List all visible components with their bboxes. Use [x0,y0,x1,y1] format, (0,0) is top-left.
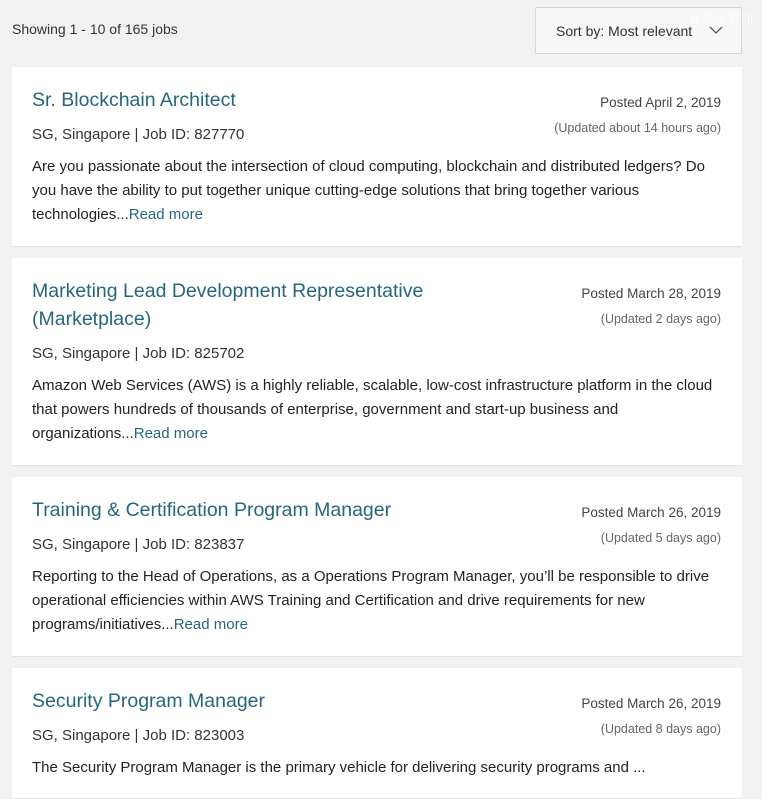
job-description-text: Are you passionate about the intersection of cloud computing, blockchain and distributed ledgers? Do you have the ability to put together unique cutting-edge solutions that bring together various technologies... [32,158,705,223]
updated-time: (Updated 8 days ago) [600,722,721,736]
job-card [12,258,742,466]
job-location-id: SG, Singapore | Job ID: 827770 [32,126,245,143]
results-toolbar [0,0,762,62]
watermark: 亚马逊新闻 [688,12,754,26]
job-card [12,668,742,799]
job-card [12,477,742,657]
job-title-link[interactable]: Training & Certification Program Manager [32,499,392,521]
job-description-text: Amazon Web Services (AWS) is a highly reliable, scalable, low-cost infrastructure platform in the cloud that powers hundreds of thousands of enterprise, government and start-up business and organizations... [32,377,713,442]
job-description [32,565,724,637]
job-description [32,155,724,227]
job-title-link[interactable]: Marketing Lead Development Representative (Marketplace) [32,280,424,330]
job-description [32,374,724,446]
posted-date: Posted March 26, 2019 [581,696,721,711]
job-card [12,67,742,247]
read-more-link[interactable]: Read more [128,206,203,223]
updated-time: (Updated 5 days ago) [600,531,721,545]
job-title-link[interactable]: Sr. Blockchain Architect [32,89,236,111]
updated-time: (Updated 2 days ago) [600,312,721,326]
job-description [32,756,724,780]
job-location-id: SG, Singapore | Job ID: 823003 [32,727,245,744]
sort-dropdown-label: Sort by: Most relevant [556,22,693,39]
job-location-id: SG, Singapore | Job ID: 825702 [32,345,245,362]
posted-date: Posted March 26, 2019 [581,505,721,520]
job-title-link[interactable]: Security Program Manager [32,690,266,712]
updated-time: (Updated about 14 hours ago) [554,121,721,135]
job-description-text: The Security Program Manager is the primary vehicle for delivering security programs and ... [32,759,646,776]
posted-date: Posted April 2, 2019 [600,95,721,110]
results-count: Showing 1 - 10 of 165 jobs [12,21,178,37]
read-more-link[interactable]: Read more [133,425,208,442]
job-location-id: SG, Singapore | Job ID: 823837 [32,536,245,553]
read-more-link[interactable]: Read more [173,616,248,633]
job-description-text: Reporting to the Head of Operations, as a Operations Program Manager, you’ll be responsible to drive operational efficiencies within AWS Training and Certification and drive requirements for new programs/initiatives... [32,568,710,633]
posted-date: Posted March 28, 2019 [581,286,721,301]
